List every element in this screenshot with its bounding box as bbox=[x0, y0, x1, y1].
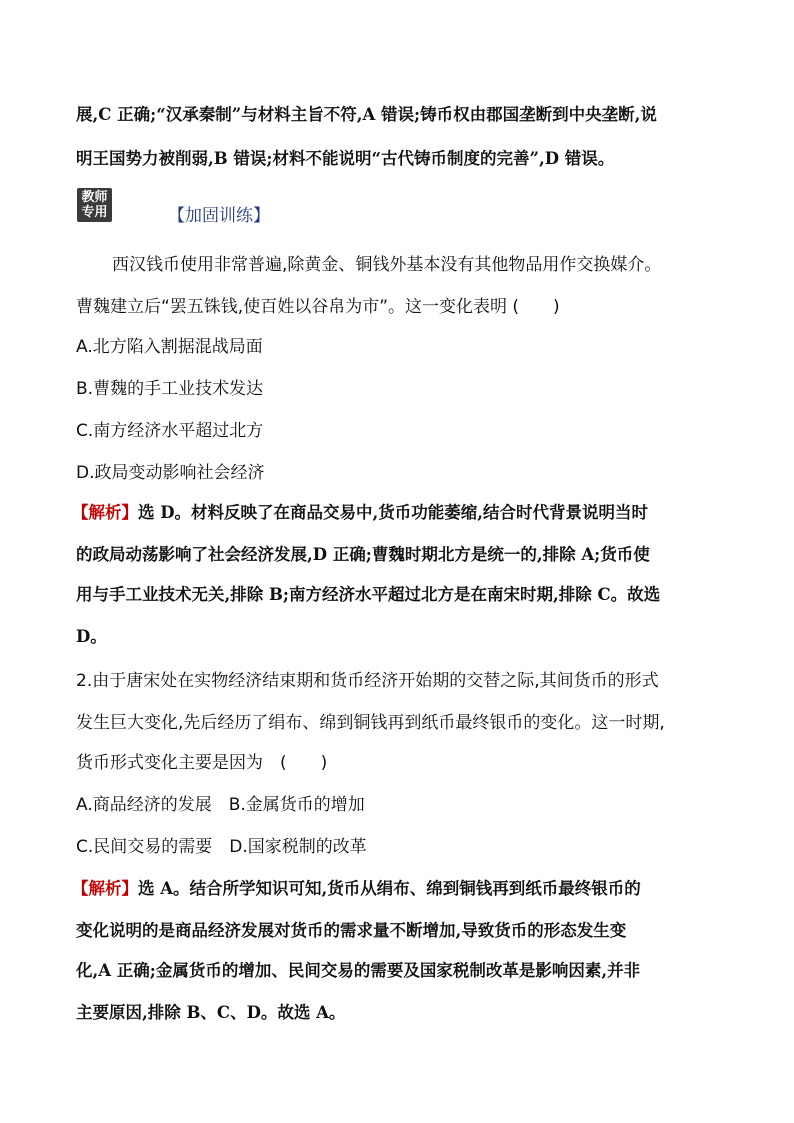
teacher-only-badge bbox=[77, 188, 112, 222]
q1-analysis-text-1: 选 D。材料反映了在商品交易中,货币功能萎缩,结合时代背景说明当时 bbox=[138, 503, 649, 522]
q1-analysis-line-1 bbox=[72, 502, 649, 524]
q1-stem-line-2: 曹魏建立后“罢五铢钱,使百姓以谷帛为市”。这一变化表明 ( ) bbox=[76, 297, 560, 317]
q2-analysis-line-4: 主要原因,排除 B、C、D。故选 A。 bbox=[76, 1003, 346, 1022]
q2-analysis-text-1: 选 A。结合所学知识可知,货币从绢布、绵到铜钱再到纸币最终银币的 bbox=[138, 879, 641, 898]
q2-analysis-line-2: 变化说明的是商品经济发展对货币的需求量不断增加,导致货币的形态发生变 bbox=[76, 921, 627, 940]
q2-analysis-line-1 bbox=[72, 878, 641, 900]
q2-options-line-1: A.商品经济的发展 B.金属货币的增加 bbox=[76, 795, 365, 815]
q1-analysis-line-4: D。 bbox=[76, 627, 107, 646]
q2-options-line-2: C.民间交易的需要 D.国家税制的改革 bbox=[76, 837, 367, 857]
q1-option-d: D.政局变动影响社会经济 bbox=[76, 463, 265, 483]
section-title: 【加固训练】 bbox=[168, 206, 270, 226]
prev-analysis-line-1: 展,C 正确;“汉承秦制”与材料主旨不符,A 错误;铸币权由郡国垄断到中央垄断,说 bbox=[76, 105, 657, 124]
q2-stem-line-3: 货币形式变化主要是因为 ( ) bbox=[76, 753, 328, 773]
badge-line-1: 教师 bbox=[81, 190, 108, 205]
q1-option-a: A.北方陷入割据混战局面 bbox=[76, 337, 263, 357]
q1-stem-line-1: 西汉钱币使用非常普遍,除黄金、铜钱外基本没有其他物品用作交换媒介。 bbox=[112, 255, 662, 275]
q2-analysis-label: 【解析】 bbox=[72, 879, 138, 898]
q2-analysis-line-3: 化,A 正确;金属货币的增加、民间交易的需要及国家税制改革是影响因素,并非 bbox=[76, 961, 641, 980]
prev-analysis-line-2: 明王国势力被削弱,B 错误;材料不能说明“古代铸币制度的完善”,D 错误。 bbox=[76, 149, 615, 168]
q1-analysis-line-2: 的政局动荡影响了社会经济发展,D 正确;曹魏时期北方是统一的,排除 A;货币使 bbox=[76, 545, 650, 564]
q1-option-b: B.曹魏的手工业技术发达 bbox=[76, 379, 264, 399]
badge-line-2: 专用 bbox=[81, 205, 108, 220]
q2-stem-line-2: 发生巨大变化,先后经历了绢布、绵到铜钱再到纸币最终银币的变化。这一时期, bbox=[76, 713, 665, 733]
q1-analysis-line-3: 用与手工业技术无关,排除 B;南方经济水平超过北方是在南宋时期,排除 C。故选 bbox=[76, 585, 661, 604]
q1-option-c: C.南方经济水平超过北方 bbox=[76, 421, 264, 441]
q2-stem-line-1: 2.由于唐宋处在实物经济结束期和货币经济开始期的交替之际,其间货币的形式 bbox=[76, 671, 659, 691]
q1-analysis-label: 【解析】 bbox=[72, 503, 138, 522]
